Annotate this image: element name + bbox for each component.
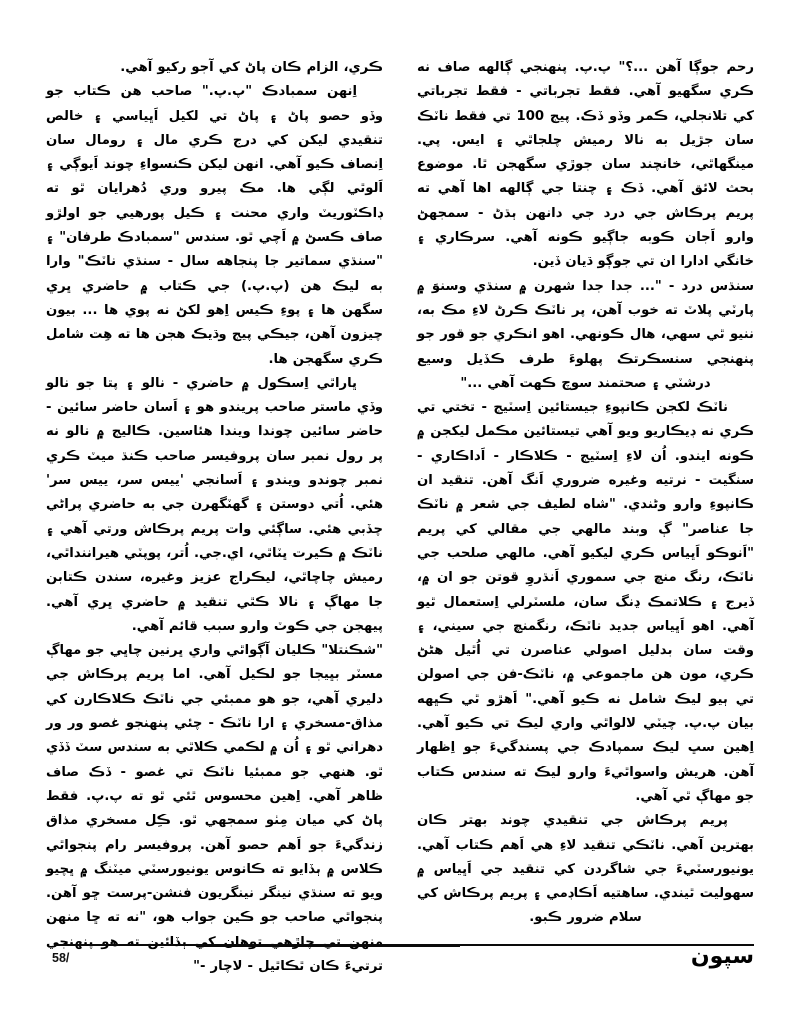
- magazine-masthead: سپون: [690, 944, 754, 969]
- paragraph: اِنهن سمبادڪ "پ.پ." صاحب هن ڪتاب جو وڏو حصو پاڻ ۽ پاڻ تي لکيل اَڀياسي ۽ خالص تنقيدي ليکن کي درج ڪري مال ۽ رومال سان اِنصاف ڪيو آهي. انهن ليکن ڪنسواءِ چوند اَيوڳي ۽ اَلوٿي لڳي ها. مڪ پيرو وري دُهرايان ٿو ته ڊاڪٽوريٽ واري محنت ۽ ڪيل پورهيي جو اولڙو صاف ڪسڻ ۾ اَچي ٿو. سندس "سمبادڪ طرفان" ۽ "سنڌي سماتير جا پنجاهه سال - سنڌي ناٽڪ" وارا به ليڪ هن (پ.پ.) جي ڪتاب ۾ حاضري ڀري سگهن ها ۽ پوءِ ڪيس اِهو لکڻ نه پوي ها ... بيون چيزون آهن، جيڪي پيج وڌيڪ هجن ها ته هِت شامل ڪري سگهجن ها.: [46, 84, 383, 367]
- paragraph: ڀاراٿي اِسڪول ۾ حاضري - نالو ۽ پتا جو نالو وڏي ماستر صاحب پريندو هو ۽ اَسان حاضر سائين - حاضر سائين چوندا ويندا هئاسين. ڪاليج ۾ نالو نه پر رول نمبر سان پروفيسر صاحب ڪنڌ ميٽ ڪري نمبر چوندو ويندو ۽ اَسانجي 'ييس سر، ييس سر' هئي. اُتي دوستن ۽ گهٽگهرن جي به حاضري پراڻي چڏبي هئي. ساڳئي وات پريم پرڪاش ورتي آهي ۽ ناٽڪ ۾ ڪيرت ڀٽاٿي، اي.جي. اُتر، پوپٽي هيراننداٿي، رميش چاچاٿي، ليڪراج عزيز وغيره، سندن ڪتابن جا مهاڳ ۽ نالا ڪٿي تنقيد ۾ حاضري ڀري آهي. پيهجن جي ڪوٽ وارو سبب قائم آهي.: [46, 375, 383, 634]
- paragraph: رحم جوڳا آهن ...؟" پ.پ. پنهنجي ڳالهه صاف نه ڪري سگهيو آهي. فقط تجرباتي - فقط تجرباتي کي تلانجلي، ڪمر وڏو ڏڪ. پيج 100 تي فقط ناٽڪ سان جڙيل به نالا رميش چلجاٿي ۽ ايس. پي. مينگهاٿي، خانچند سان جوڙي سگهجن ٿا. موضوع بحث لائق آهي. ڏڪ ۽ چنتا جي ڳالهه اها آهي ته پريم پرڪاش جي درد جي دانهن ٻڌڻ - سمجهڻ وارو اَجان ڪوبه جاڳيو ڪونه آهي. سرڪاري ۽ خانگي ادارا ان تي جوڳو ڌيان ڏين.: [417, 60, 754, 270]
- page-footer: [50, 944, 754, 984]
- paragraph: ناٽڪ لکجن ڪانپوءِ جيستائين اِسٽيج - تختي تي ڪري نه ڊيڪاريو ويو آهي تيستائين مڪمل ليکجن ۾ ڪونه ايندو. اُن لاءِ اِسٽيج - ڪلاڪار - اَداڪاري - سنگيت - نرتيه وغيره ضروري اَنگ آهن. تنقيد ان ڪانپوءِ وارو وڻندي. "شاه لطيف جي شعر ۾ ناٽڪ جا عناصر" ڳ وبند مالهي جي مقالي کي پريم "اَنوڪو اَڀياس ڪري ليکيو آهي. مالهي صلحب جي ناٽڪ، رنگ منچ جي سموري اَنڌروِ قوتن جو ان ۾، ڏيرج ۽ ڪلاتمڪ ڍنگ سان، ملسٽرلي اِستعمال ٿيو آهي. اهو اَڀياس جديد ناٽڪ، رنگمنچ جي سيني، ۽ وقت سان بدليل اصولي عناصرن تي اُٿيل هڻڻ ڪري، مون هن ماجموعي ۾، ناٽڪ-فن جي اصولن تي ٻيو ليڪ شامل نه ڪيو آهي." اَهڙو ٿي ڪڀهه بيان پ.پ. چيٽي لالواٿي واري ليڪ تي ڪيو آهي. اِهين سڀ ليڪ سمپادڪ جي پسندگيءَ جو اِظهار آهن. هريش واسواٿيءَ وارو ليڪ ته سندس ڪتاب جو مهاڳ ٿي آهي.: [417, 400, 754, 804]
- column-left: [417, 56, 754, 928]
- paragraph: پريم پرڪاش جي تنقيدي چوند بهتر ڪان بهترين آهي. ناٽڪي تنقيد لاءِ هي اَهم ڪتاب آهي. يونيورسٽيءَ جي شاگردن کي تنقيد جي اَڀياس ۾ سهوليت ٿيندي. ساهتيه اَڪاڊمي ۽ پريم پرڪاش کي سلام ضرور ڪبو.: [417, 813, 754, 926]
- footer-divider-accent: [200, 946, 460, 947]
- paragraph: سنڌس درد - "... جدا جدا شهرن ۾ سنڌي وسنوَ ۾ پارٽي پلاٽ ته خوب آهن، پر ناٽڪ ڪرڻ لاءِ مڪ به، ننيو ٿي سهي، هال ڪونهي. اهو انڪري جو قور جو پنهنجي سنسڪرتڪ پهلوءَ طرف ڪڏيل وسيع درشٽي ۽ صحتمند سوچ ڪهت آهي ...": [417, 278, 754, 391]
- paragraph: "شڪنتلا" ڪليان آڳواٿي واري ڀرنين چاڀي جو مهاڳ مسٽر بڀيجا جو لڪيل آهي. اما پريم پرڪاش جي دليري آهي، جو هو ممبئي جي ناٽڪ ڪلاڪارن کي مذاق-مسخري ۽ ارا ناٽڪ - چئي پنهنجو غصو ور ور دهراني ٿو ۽ اُن ۾ لڪمي ڪلاٿي به سندس سٽ ڏڏي ٿو. هنهي جو ممبئيا ناٽڪ تي غصو - ڏڪ صاف ظاهر آهي. اِهين محسوس ٿئي ٿو ته پ.پ. فقط پاڻ کي ميان مِٺو سمجهي ٿو. ڪِل مسخري مذاق زندگيءَ جو اَهم حصو آهن. پروفيسر رام پنجواٿي ڪلاس ۾ ٻڏايو ته ڪانوس يونيورسٽي ميٽنگ ۾ ڀچيو ويو ته سنڌي نينگر نينگريون فنشن-پرست ڇو آهن. پنجواٿي صاحب جو ڪين جواب هو، "نه ته ڇا منهن منهن تي چاڙهي توهان کي ٻڏائين ته هو پنهنجي ترتيءَ ڪان ٿڪاٿيل - لاچار -": [46, 643, 383, 974]
- paragraph: ڪري، الزام ڪان پاڻ کي آجو رکيو آهي.: [120, 60, 383, 75]
- page-number: 58/: [52, 951, 70, 965]
